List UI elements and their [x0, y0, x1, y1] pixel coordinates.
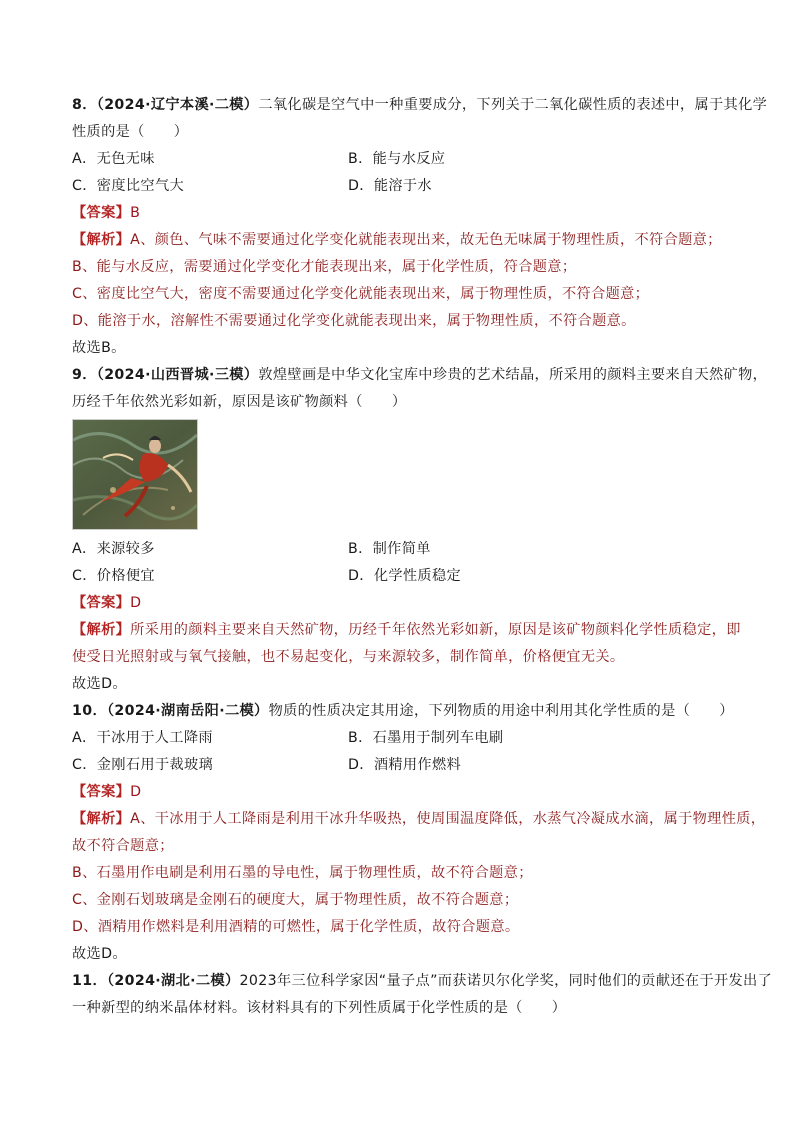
answer-tag: 【答案】 — [72, 595, 131, 611]
question-8-analysis-line-4: D、能溶于水，溶解性不需要通过化学变化就能表现出来，属于物理性质，不符合题意。 — [72, 313, 636, 329]
question-8-analysis-line-3: C、密度比空气大，密度不需要通过化学变化就能表现出来，属于物理性质，不符合题意； — [72, 286, 650, 302]
option-a: A．无色无味 — [72, 151, 155, 167]
question-10-answer — [72, 779, 728, 806]
question-8-options-row-1 — [72, 146, 728, 173]
question-11-stem-line-1 — [72, 968, 773, 995]
option-c: C．金刚石用于裁玻璃 — [72, 757, 214, 773]
question-stem-text: 物质的性质决定其用途，下列物质的用途中利用其化学性质的是（ ） — [268, 703, 734, 719]
question-10-analysis-line-2: 故不符合题意； — [72, 838, 174, 854]
question-stem-text: 2023年三位科学家因“量子点”而获诺贝尔化学奖，同时他们的贡献还在于开发出了 — [239, 973, 773, 989]
question-source: （2024·湖南岳阳·二模） — [106, 703, 269, 719]
dunhuang-mural-image — [72, 419, 198, 530]
question-10-conclusion: 故选D。 — [72, 946, 127, 962]
analysis-tag: 【解析】 — [72, 811, 131, 827]
analysis-tag: 【解析】 — [72, 622, 131, 638]
question-source: （2024·湖北·二模） — [106, 973, 240, 989]
question-9-conclusion: 故选D。 — [72, 676, 127, 692]
question-10-analysis-line-1: 【解析】A、干冰用于人工降雨是利用干冰升华吸热，使周围温度降低，水蒸气冷凝成水滴，属于物理性质， — [72, 811, 766, 827]
question-8-options-row-2 — [72, 173, 728, 200]
question-10-analysis-line-5: D、酒精用作燃料是利用酒精的可燃性，属于化学性质，故符合题意。 — [72, 919, 520, 935]
option-a: A．来源较多 — [72, 541, 155, 557]
question-stem-text: 敦煌壁画是中华文化宝库中珍贵的艺术结晶，所采用的颜料主要来自天然矿物， — [258, 367, 768, 383]
question-number: 11． — [72, 973, 107, 989]
question-source: （2024·辽宁本溪·二模） — [96, 97, 259, 113]
question-number: 10． — [72, 703, 107, 719]
question-8-stem-line-2: 性质的是（ ） — [72, 124, 189, 140]
answer-value: D — [130, 595, 142, 611]
question-10-analysis-line-3: B、石墨用作电刷是利用石墨的导电性，属于物理性质，故不符合题意； — [72, 865, 533, 881]
question-9-analysis-line-1: 【解析】所采用的颜料主要来自天然矿物，历经千年依然光彩如新，原因是该矿物颜料化学性质稳定，即 — [72, 622, 741, 638]
answer-value: B — [130, 205, 141, 221]
question-10-options-row-1 — [72, 725, 728, 752]
answer-tag: 【答案】 — [72, 784, 131, 800]
option-b: B．制作简单 — [348, 541, 431, 557]
question-8-stem-line-1 — [72, 92, 768, 119]
question-9-options-row-1 — [72, 536, 728, 563]
question-10-options-row-2 — [72, 752, 728, 779]
option-d: D．化学性质稳定 — [348, 568, 462, 584]
document-page — [72, 92, 773, 1022]
question-9-stem-line-2: 历经千年依然光彩如新，原因是该矿物颜料（ ） — [72, 394, 407, 410]
question-9-options-row-2 — [72, 563, 728, 590]
question-10-stem-line-1 — [72, 698, 734, 725]
question-11-stem-line-2: 一种新型的纳米晶体材料。该材料具有的下列性质属于化学性质的是（ ） — [72, 1000, 567, 1016]
option-b: B．石墨用于制列车电刷 — [348, 730, 504, 746]
question-9-answer — [72, 590, 728, 617]
option-c: C．密度比空气大 — [72, 178, 185, 194]
question-number: 8． — [72, 97, 97, 113]
option-b: B．能与水反应 — [348, 151, 446, 167]
question-8-conclusion: 故选B。 — [72, 340, 126, 356]
option-c: C．价格便宜 — [72, 568, 155, 584]
question-9-stem-line-1 — [72, 362, 768, 389]
question-8-answer — [72, 200, 728, 227]
question-8-analysis-line-1: 【解析】A、颜色、气味不需要通过化学变化就能表现出来，故无色无味属于物理性质，不符合题意； — [72, 232, 722, 248]
question-9-analysis-line-2: 使受日光照射或与氧气接触，也不易起变化，与来源较多，制作简单，价格便宜无关。 — [72, 649, 625, 665]
option-d: D．酒精用作燃料 — [348, 757, 462, 773]
analysis-tag: 【解析】 — [72, 232, 131, 248]
question-8-analysis-line-2: B、能与水反应，需要通过化学变化才能表现出来，属于化学性质，符合题意； — [72, 259, 577, 275]
question-stem-text: 二氧化碳是空气中一种重要成分，下列关于二氧化碳性质的表述中，属于其化学 — [258, 97, 768, 113]
answer-tag: 【答案】 — [72, 205, 131, 221]
question-number: 9． — [72, 367, 97, 383]
answer-value: D — [130, 784, 142, 800]
question-source: （2024·山西晋城·三模） — [96, 367, 259, 383]
option-a: A．干冰用于人工降雨 — [72, 730, 213, 746]
option-d: D．能溶于水 — [348, 178, 432, 194]
question-10-analysis-line-4: C、金刚石划玻璃是金刚石的硬度大，属于物理性质，故不符合题意； — [72, 892, 519, 908]
